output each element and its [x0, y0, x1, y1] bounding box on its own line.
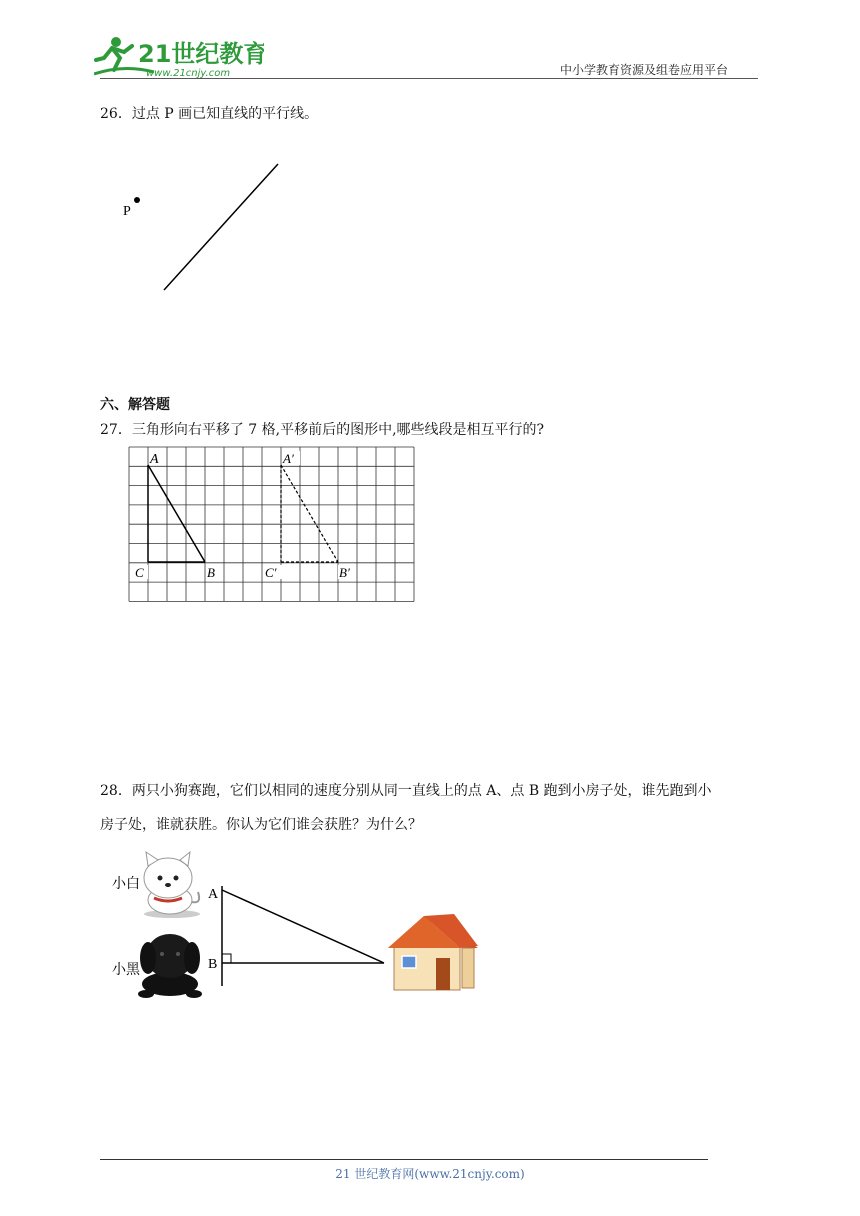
label-A: A — [150, 452, 159, 467]
segment-A2B2 — [281, 465, 338, 562]
black-dog-icon — [138, 934, 202, 998]
label-C: C — [135, 565, 144, 580]
question-28-figure — [110, 848, 490, 1008]
footer-text: 21 世纪教育网(www.21cnjy.com) — [335, 1167, 525, 1181]
point-a-label: A — [208, 887, 219, 902]
question-26-text: 26．过点 P 画已知直线的平行线。 — [100, 106, 319, 122]
header-divider — [100, 78, 758, 79]
question-27-grid-figure — [128, 446, 418, 606]
point-b-label: B — [208, 957, 218, 972]
label-C-prime: C′ — [265, 565, 277, 580]
svg-text:www.21cnjy.com: www.21cnjy.com — [146, 68, 231, 79]
dog-black-label: 小黑 — [112, 962, 140, 978]
point-p — [134, 197, 140, 203]
white-dog-icon — [144, 852, 200, 918]
right-angle-mark — [222, 954, 231, 963]
svg-text:21世纪教育: 21世纪教育 — [138, 40, 264, 68]
label-B-prime: B′ — [339, 565, 350, 580]
segment-A-house — [222, 890, 384, 963]
header-platform-text: 中小学教育资源及组卷应用平台 — [560, 63, 729, 77]
point-p-label: P — [123, 204, 131, 219]
label-B: B — [207, 565, 215, 580]
question-28-line2: 房子处，谁就获胜。你认为它们谁会获胜？为什么？ — [100, 817, 422, 833]
footer-divider — [100, 1159, 708, 1160]
question-28-line1: 28．两只小狗赛跑，它们以相同的速度分别从同一直线上的点 A、点 B 跑到小房子处，谁先跑到小 — [100, 783, 712, 799]
question-26-figure — [110, 155, 300, 305]
label-A-prime: A′ — [283, 451, 294, 466]
dog-white-label: 小白 — [112, 876, 140, 892]
site-logo — [94, 34, 264, 80]
segment-AB — [148, 465, 205, 562]
question-27-text: 27．三角形向右平移了 7 格,平移前后的图形中,哪些线段是相互平行的? — [100, 422, 545, 438]
section-6-title: 六、解答题 — [100, 397, 170, 413]
given-line — [164, 164, 278, 290]
house-icon — [388, 914, 478, 990]
